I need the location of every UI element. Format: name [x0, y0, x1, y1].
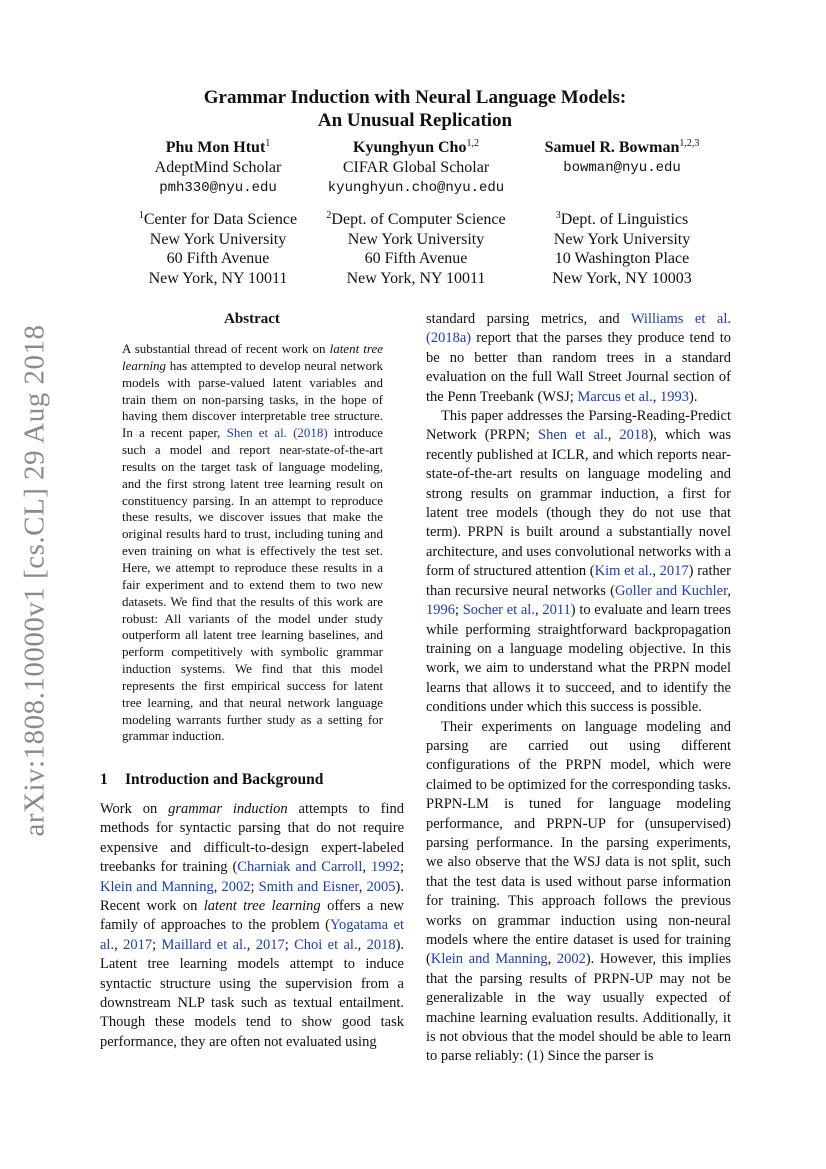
affil-street: 60 Fifth Avenue	[166, 250, 270, 267]
author-email[interactable]: kyunghyun.cho@nyu.edu	[327, 180, 505, 196]
citation-year-link[interactable]: 2005	[366, 878, 396, 895]
author-block-3	[520, 138, 724, 178]
body-text: ).	[688, 388, 698, 405]
affil-dept: Dept. of Linguistics	[560, 211, 689, 228]
affil-univ: New York University	[347, 230, 485, 248]
affil-sup: 1	[138, 210, 144, 221]
abstract-emphasis: latent tree learning	[122, 341, 383, 373]
body-text: report that the parses they produce tend to be no better than random trees in a standard evaluation on the full Wall Street Journal section of the Penn Treebank (WSJ;	[426, 330, 731, 405]
title-line-2: An Unusual Replication	[317, 110, 513, 131]
body-text: ,	[652, 563, 660, 580]
body-text: ,	[727, 582, 731, 599]
citation-link[interactable]: Socher et al.	[462, 602, 535, 619]
affil-univ: New York University	[149, 230, 287, 248]
paragraph	[426, 718, 731, 1067]
author-role: CIFAR Global Scholar	[342, 159, 490, 176]
citation-link[interactable]: Williams et al. (2018a)	[426, 311, 731, 347]
body-text: ;	[284, 936, 295, 953]
affil-street: 60 Fifth Avenue	[364, 250, 468, 267]
citation-year-link[interactable]: 2018	[366, 936, 396, 953]
affil-city: New York, NY 10011	[346, 269, 486, 287]
body-emphasis: grammar induction	[168, 801, 288, 817]
affil-sup: 2	[326, 210, 332, 221]
citation-year-link[interactable]: 2017	[659, 563, 689, 580]
abstract-text: has attempted to develop neural network models with parse-valued latent variables and train them on non-parsing tasks, in the hope of having them discover interpretable tree structure. In a recent paper,	[122, 357, 383, 441]
abstract-body	[122, 341, 383, 745]
body-text: ,	[534, 602, 543, 619]
author-block-1	[118, 138, 318, 198]
paragraph	[426, 310, 731, 407]
body-text: Their experiments on language modeling and parsing are carried out using different configurations of the PRPN model, which were claimed to be optimized for the corresponding tasks. PRPN-LM is tuned for language modeling performance, and PRPN-UP for (unsupervised) parsing performance. In the parsing experiments, we also observe that the WSJ data is not split, such that the test data is used without parse information for training. This approach follows the previous works on grammar induction using non-neural models where the entire dataset is used for training (	[426, 718, 731, 968]
arxiv-sidebar-stamp	[8, 324, 62, 836]
body-text: This paper addresses the Parsing-Reading-Predict Network (PRPN;	[426, 408, 731, 444]
body-text: standard parsing metrics, and	[426, 311, 631, 327]
affil-city: New York, NY 10003	[552, 269, 692, 287]
body-text: ;	[152, 936, 162, 953]
citation-year-link[interactable]: 2018	[619, 427, 649, 444]
citation-link[interactable]: Shen et al. (2018)	[226, 425, 328, 441]
author-sup: 1	[265, 138, 271, 149]
citation-year-link[interactable]: 1996	[426, 602, 455, 619]
author-name: Kyunghyun Cho	[353, 139, 467, 156]
body-text: ). Latent tree learning models attempt to induce syntactic structure using the supervision from a downstream NLP task such as textual entailment. Though these models tend to show good task performance, they are often not evaluated using	[100, 936, 405, 1050]
body-text: ), which was recently published at ICLR, and which reports near-state-of-the-art results on language modeling and strong results on grammar induction, a first for latent tree models (though they do not use that term). PRPN is built around a substantially novel architecture, and uses convolutional networks with a form of structured attention (	[426, 427, 731, 580]
author-role: AdeptMind Scholar	[154, 159, 282, 176]
body-text: ;	[399, 859, 404, 876]
author-sup: 1,2,3	[679, 138, 700, 149]
citation-year-link[interactable]: 2017	[255, 936, 285, 953]
affil-street: 10 Washington Place	[554, 250, 690, 267]
abstract-text: introduce such a model and report near-state-of-the-art results on the target task of language modeling, and the first strong latent tree learning result on constituency parsing. In an attempt to reproduce these results, we discover issues that make the original results hard to trust, including tuning and even training on what is effectively the test set. Here, we attempt to reproduce these results in a fair experiment and to extend them to two new datasets. We find that the results of this work are robust: All variants of the model under study outperform all latent tree learning baselines, and perform competitively with symbolic grammar induction systems. We find that this model represents the first empirical success for latent tree learning, and that neural network language modeling warrants further study as a setting for grammar induction.	[122, 425, 384, 744]
left-column-body	[100, 800, 404, 1052]
author-email[interactable]: pmh330@nyu.edu	[159, 180, 277, 196]
body-text: ,	[547, 951, 557, 968]
affil-city: New York, NY 10011	[148, 269, 288, 287]
abstract-heading: Abstract	[224, 311, 280, 327]
body-text: ). However, this implies that the parsing results of PRPN-UP may not be generalizable in the way usually expected of machine learning evaluation results. Additionally, it is not obvious that the model should be able to learn to parse reliably: (1) Since the parser is	[426, 951, 731, 1065]
body-text: ,	[358, 878, 367, 895]
affiliation-block-2	[316, 210, 516, 288]
citation-link[interactable]: Shen et al.	[538, 427, 608, 444]
body-text: ) to evaluate and learn trees while performing straightforward backpropagation training on a language modeling objective. In this work, we aim to understand what the PRPN model learns that allows it to succeed, and to identify the conditions under which this success is possible.	[426, 602, 731, 716]
citation-link[interactable]: Klein and Manning	[100, 878, 214, 895]
body-text: ). Recent work on	[100, 878, 405, 915]
body-emphasis: latent tree learning	[203, 898, 321, 915]
author-email[interactable]: bowman@nyu.edu	[563, 160, 681, 176]
affil-dept: Center for Data Science	[143, 211, 298, 228]
author-name: Phu Mon Htut	[165, 139, 266, 156]
citation-link[interactable]: Smith and Eisner	[258, 878, 359, 895]
section-heading	[100, 771, 404, 789]
author-name: Samuel R. Bowman	[544, 139, 680, 156]
paragraph	[426, 407, 731, 718]
citation-link[interactable]: Goller and Kuchler	[614, 582, 728, 599]
body-text: ,	[213, 878, 222, 895]
affiliation-block-3	[522, 210, 722, 288]
citation-year-link[interactable]: 2002	[221, 878, 251, 895]
body-text: Work on	[100, 801, 169, 817]
paper-title	[100, 86, 730, 132]
body-text: ;	[250, 878, 259, 895]
body-text: ,	[357, 936, 367, 953]
citation-link[interactable]: Charniak and Carroll	[237, 859, 363, 876]
affil-sup: 3	[555, 210, 561, 221]
abstract-text: A substantial thread of recent work on	[122, 341, 330, 356]
right-column-body	[426, 310, 731, 1067]
affiliation-block-1	[118, 210, 318, 288]
paragraph	[100, 800, 404, 1052]
citation-year-link[interactable]: 2002	[556, 951, 586, 968]
affil-univ: New York University	[553, 230, 691, 248]
body-text: offers a new family of approaches to the problem (	[100, 898, 404, 934]
citation-link[interactable]: Marcus et al.	[577, 388, 653, 405]
body-text: ,	[114, 936, 124, 953]
body-text: ,	[362, 859, 371, 876]
body-text: ;	[455, 602, 463, 619]
citation-link[interactable]: Kim et al.	[594, 563, 653, 580]
body-text: ,	[246, 936, 256, 953]
arxiv-id: arXiv:1808.10000v1 [cs.CL] 29 Aug 2018	[18, 324, 51, 836]
section-number: 1	[100, 771, 108, 788]
citation-year-link[interactable]: 1992	[370, 859, 400, 876]
affil-dept: Dept. of Computer Science	[331, 211, 506, 228]
body-text: ) rather than recursive neural networks (	[426, 563, 732, 599]
author-sup: 1,2	[466, 138, 479, 149]
section-title: Introduction and Background	[125, 771, 324, 788]
citation-link[interactable]: Choi et al.	[294, 936, 358, 953]
citation-link[interactable]: Klein and Manning	[430, 951, 548, 968]
body-text: ,	[652, 388, 660, 405]
citation-link[interactable]: Maillard et al.	[161, 936, 247, 953]
author-block-2	[305, 138, 527, 198]
title-line-1: Grammar Induction with Neural Language Models:	[203, 87, 627, 108]
citation-year-link[interactable]: 1993	[659, 388, 689, 405]
body-text: ,	[607, 427, 620, 444]
body-text: attempts to find methods for syntactic parsing that do not require expensive and difficult-to-design expert-labeled treebanks for training (	[100, 801, 404, 876]
citation-link[interactable]: Yogatama et al.	[100, 917, 404, 953]
citation-year-link[interactable]: 2011	[542, 602, 571, 619]
citation-year-link[interactable]: 2017	[123, 936, 153, 953]
